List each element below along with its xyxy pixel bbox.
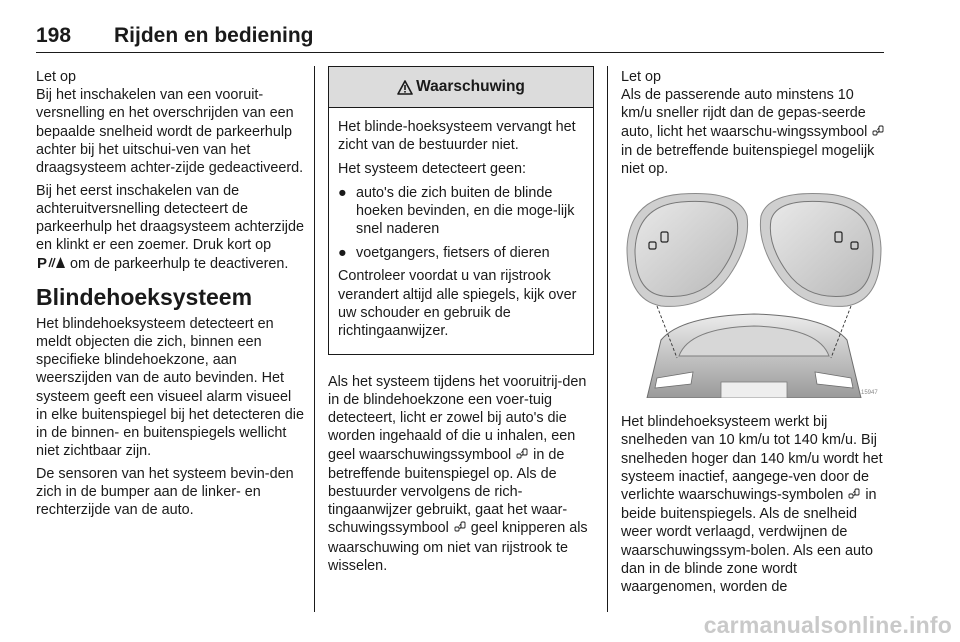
column-middle — [328, 66, 594, 579]
warning-paragraph: Het blinde-hoeksysteem vervangt het zicht van de bestuurder niet. — [338, 119, 576, 154]
note-label: Let op — [36, 69, 77, 85]
warning-box — [328, 66, 594, 355]
site-watermark: carmanualsonline.info — [703, 612, 952, 638]
body-paragraph: De sensoren van het systeem bevin-den zich in de bumper aan de linker- en rechterzijde van de auto. — [36, 465, 294, 519]
side-mirrors-illustration — [621, 188, 887, 398]
body-text: in beide buitenspiegels. Als de snelheid weer wordt verlaagd, verdwijnen de waarschuwingssym-bolen. Als een auto dan in de blinde zone wordt waargenomen, worden de — [621, 487, 877, 596]
blind-spot-warning-icon — [872, 124, 884, 142]
column-left — [36, 68, 304, 524]
warning-bullet — [338, 184, 584, 239]
warning-header — [329, 67, 593, 108]
warning-paragraph: Het systeem detecteert geen: — [338, 160, 526, 177]
note-text: om de parkeerhulp te deactiveren. — [70, 255, 289, 272]
page-number: 198 — [36, 24, 72, 47]
body-paragraph — [621, 413, 887, 596]
bullet-text: voetgangers, fietsers of dieren — [356, 244, 550, 261]
blind-spot-warning-icon — [848, 487, 860, 505]
parking-assist-icon — [37, 255, 65, 274]
body-paragraph: Het blindehoeksysteem detecteert en meldt objecten die zich, binnen een specifieke blindehoekzone, aan weerszijden van de auto bevinden. Het systeem geeft een visueel alarm visueel in elke buitenspiegel bij het detecteren die in de binnen- en buitenspiegels wellicht niet zichtbaar zijn. — [36, 315, 305, 460]
bullet-text: auto's die zich buiten de blinde hoeken bevinden, en die moge-lijk snel naderen — [356, 184, 575, 238]
note-text: Als de passerende auto minstens 10 km/u sneller rijdt dan de gepas-seerde auto, licht het waarschu-wingssymbool — [621, 87, 868, 140]
column-divider — [314, 66, 315, 612]
bullet-dot: ● — [338, 184, 347, 201]
warning-triangle-icon — [397, 80, 413, 95]
warning-paragraph: Controleer voordat u van rijstrook verandert altijd alle spiegels, kijk over uw schouder en gebruik de richtingaanwijzer. — [338, 268, 577, 340]
chapter-title: Rijden en bediening — [114, 24, 314, 47]
page-header — [36, 22, 884, 53]
warning-title: Waarschuwing — [416, 77, 525, 95]
note-paragraph — [621, 86, 887, 178]
note-label: Let op — [621, 69, 662, 85]
svg-text:P: P — [37, 254, 48, 269]
warning-bullet — [338, 244, 584, 262]
body-text: geel knipperen als waarschuwing om niet van rijstrook te wisselen. — [328, 520, 588, 574]
warning-body — [329, 108, 593, 354]
blind-spot-warning-icon — [454, 520, 466, 538]
body-text: Het blindehoeksysteem werkt bij snelheden van 10 km/u tot 140 km/u. Bij snelheden hoger dan 140 km/u wordt het systeem inactief, aangege-ven door de verlichte waarschuwings-symbolen — [621, 414, 883, 504]
body-text: Als het systeem tijdens het vooruitrij-den in de blindehoekzone een voer-tuig detecteert, licht er zowel bij auto's die worden ingehaald of die u inhalen, een geel waarschuwingssymbool — [328, 373, 587, 463]
body-text: Als de bestuurder vervolgens de rich-tingaanwijzer gebruikt, gaat het waar-schuwingssymbool — [328, 465, 568, 537]
section-title: Blindehoeksysteem — [36, 283, 253, 310]
body-paragraph — [328, 373, 594, 575]
blind-spot-warning-icon — [516, 447, 528, 465]
bullet-dot: ● — [338, 244, 347, 261]
note-text: in de betreffende buitenspiegel mogelijk niet op. — [621, 142, 875, 178]
body-text: in de betreffende buitenspiegel op. — [328, 446, 565, 482]
column-right — [621, 68, 887, 601]
note-text: Bij het eerst inschakelen van de achteruitversnelling detecteert de parkeerhulp het draagsysteem achterzijde en klinkt er een zoemer. — [36, 182, 304, 254]
note-paragraph: Bij het inschakelen van een vooruit-versnelling en het overschrijden van een bepaalde snelheid wordt de parkeerhulp achter bij het uitschui-ven van het draagsysteem achter-zijde gedeactiveerd. — [36, 87, 304, 177]
note-paragraph — [36, 182, 304, 274]
column-divider — [607, 66, 608, 612]
note-text: Druk kort op — [192, 237, 272, 254]
svg-text:15947: 15947 — [861, 390, 878, 397]
